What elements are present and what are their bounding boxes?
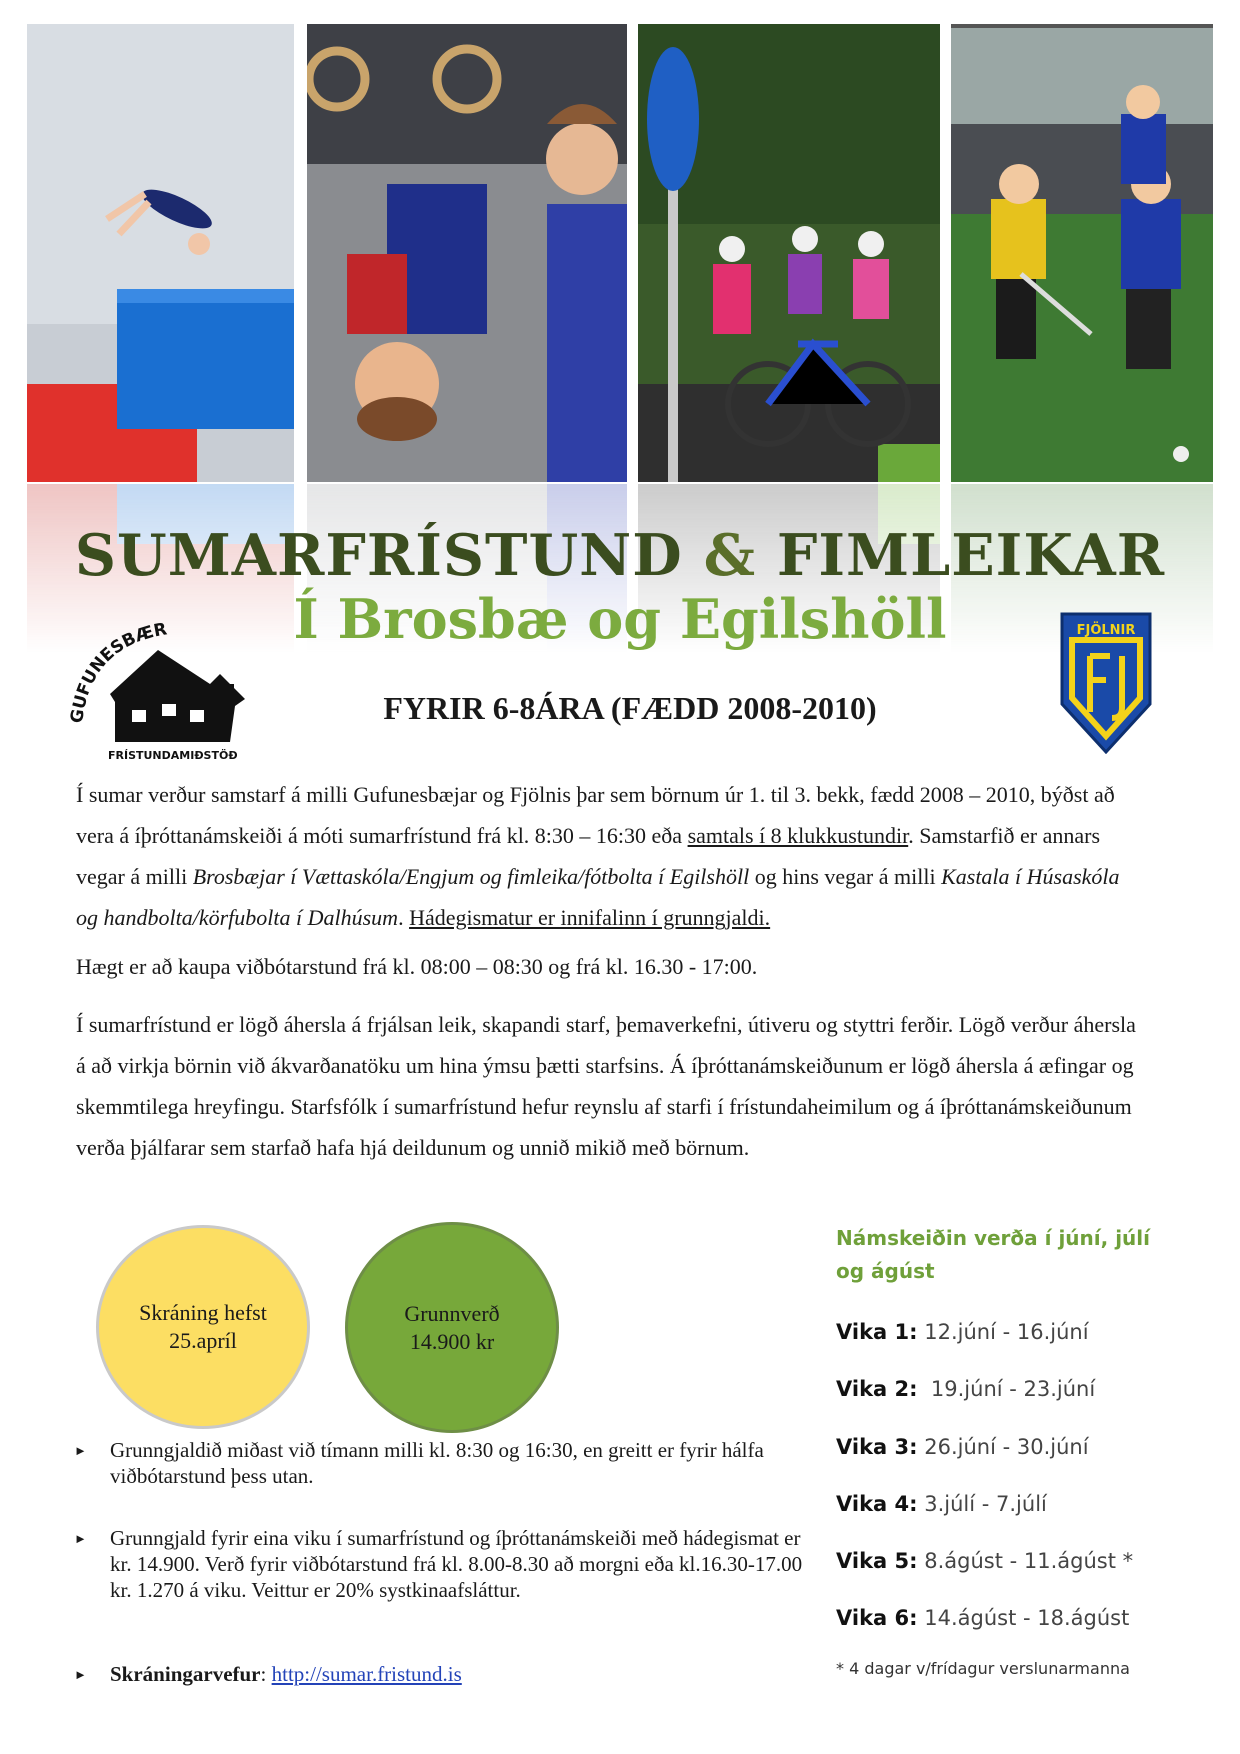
fjolnir-logo [1060,612,1152,754]
gufunesbaer-logo-text: UFUNESBÆR [70,619,169,712]
week-item [836,1606,1129,1630]
separator: : [260,1662,272,1686]
week-label: Vika 6: [836,1606,918,1630]
fjolnir-logo-text: FJÖLNIR [1076,623,1136,638]
week-dates: 14.ágúst - 18.ágúst [924,1606,1130,1630]
title-part: FIMLEIKAR [776,522,1166,589]
main-title [0,522,1240,589]
week-label: Vika 2: [836,1377,918,1401]
bullet-item [74,1661,810,1687]
week-item [836,1549,1133,1573]
weeks-heading-line: Námskeiðin verða í júní, júlí [836,1226,1150,1250]
text-run: Í sumar verður samstarf á milli Gufunesbæjar og Fjölnis þar sem börnum úr 1. til 3. bekk, fædd 2008 – 2010, býðst að vera á íþróttanámskeiði á móti sumarfrístund frá kl. 8:30 – 16:30 eða [76,782,1115,848]
text-run-italic: Brosbæjar í Vættaskóla/Engjum og fimleika/fótbolta í Egilshöll [192,864,750,889]
week-dates: 26.júní - 30.júní [924,1435,1089,1459]
title-ampersand: & [703,522,757,589]
week-label: Vika 1: [836,1320,918,1344]
text-run: . [398,905,410,930]
bullet-item [74,1437,810,1489]
sub-title: Í Brosbæ og Egilshöll [293,587,947,651]
age-heading: FYRIR 6-8ÁRA (FÆDD 2008-2010) [383,690,877,726]
registration-link[interactable]: http://sumar.fristund.is [271,1662,462,1686]
bullet-arrow-icon: ► [74,1531,87,1546]
week-item [836,1492,1047,1516]
weeks-heading-line: og ágúst [836,1259,935,1283]
intro-paragraph [76,774,1136,938]
weeks-footnote: * 4 dagar v/frídagur verslunarmanna [836,1659,1130,1678]
photo-floorball [951,24,1213,482]
registration-site-label: Skráningarvefur [110,1662,261,1686]
bullet-text: Grunngjald fyrir eina viku í sumarfrístund og íþróttanámskeiði með hádegismat er kr. 14.900. Verð fyrir viðbótarstund frá kl. 8.00-8.30 að morgni eða kl.16.30-17.00 kr. 1.270 á viku. Veittur er 20% systkinaafsláttur. [110,1526,803,1602]
week-dates: 19.júní - 23.júní [930,1377,1096,1401]
bullet-arrow-icon: ► [74,1667,87,1682]
text-run-underlined: Hádegismatur er innifalinn í grunngjaldi. [409,905,771,930]
text-run: . Samstarfið er annars vegar á milli [76,823,1101,889]
registration-label: Skráning hefst [139,1300,267,1325]
text-run: og hins vegar á milli [749,864,942,889]
week-label: Vika 5: [836,1549,918,1573]
price-circle [345,1222,559,1433]
text-run-underlined: samtals í 8 klukkustundir [687,823,909,848]
weeks-heading [836,1222,1166,1288]
week-dates: 8.ágúst - 11.ágúst * [924,1549,1134,1573]
week-item [836,1435,1089,1459]
gufunesbaer-logo-subtext: FRÍSTUNDAMIÐSTÖÐ [108,749,238,762]
price-value: 14.900 kr [409,1328,495,1354]
week-dates: 3.júlí - 7.júlí [924,1492,1047,1516]
description-paragraph: Í sumarfrístund er lögð áhersla á frjálsan leik, skapandi starf, þemaverkefni, útiveru og styttri ferðir. Lögð verður áhersla á að virkja börnin við ákvarðanatöku um hina ýmsu þætti starfsins. Á íþróttanámskeiðunum er lögð áhersla á æfingar og skemmtilega hreyfingu. Starfsfólk í sumarfrístund hefur reynslu af starfi í frístundaheimilum og á íþróttanámskeiðunum verða þjálfarar sem starfað hafa hjá deildunum og unnið mikið með börnum. [76,1012,1136,1160]
bullet-item [74,1525,810,1603]
week-item [836,1377,1095,1401]
title-part: SUMARFRÍSTUND [74,522,683,589]
registration-date: 25.apríl [169,1328,237,1353]
weeks-panel [836,1222,1166,1630]
week-dates: 12.júní - 16.júní [924,1320,1089,1344]
bullet-arrow-icon: ► [74,1443,87,1458]
week-label: Vika 4: [836,1492,918,1516]
price-label: Grunnverð [404,1300,500,1326]
photo-rings [307,24,627,482]
text-run-italic: Kastala í Húsaskóla og handbolta/körfubolta í Dalhúsum [76,864,1120,930]
photo-gymnastics-vault [27,24,294,482]
week-item [836,1320,1089,1344]
bullet-text: Grunngjaldið miðast við tímann milli kl. 8:30 og 16:30, en greitt er fyrir hálfa viðbótarstund þess utan. [110,1438,764,1488]
week-label: Vika 3: [836,1435,918,1459]
extra-hours-paragraph: Hægt er að kaupa viðbótarstund frá kl. 08:00 – 08:30 og frá kl. 16.30 - 17:00. [76,954,758,979]
registration-circle [96,1225,310,1429]
gufunesbaer-logo [70,614,260,764]
photo-cycling [638,24,940,482]
